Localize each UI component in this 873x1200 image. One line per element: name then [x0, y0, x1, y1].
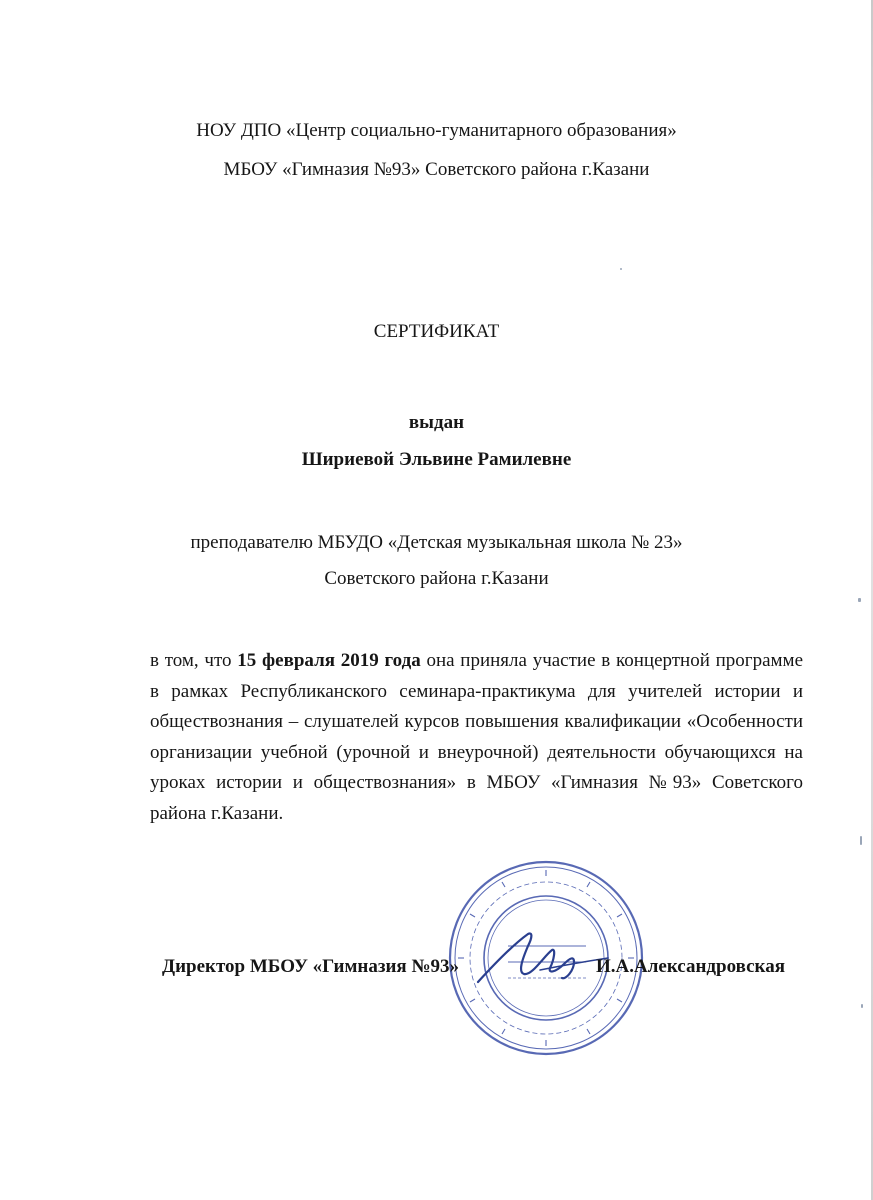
director-title: Директор МБОУ «Гимназия №93» — [162, 956, 460, 977]
certificate-body — [150, 646, 803, 829]
issued-label: выдан — [408, 412, 465, 433]
header-organization: НОУ ДПО «Центр социально-гуманитарного образования» — [196, 120, 677, 141]
recipient-position: преподавателю МБУДО «Детская музыкальная школа № 23» — [190, 532, 683, 553]
scan-speck — [858, 598, 861, 602]
scan-speck — [860, 836, 862, 845]
recipient-name: Шириевой Эльвине Рамилевне — [301, 449, 572, 470]
recipient-district: Советского района г.Казани — [324, 568, 549, 589]
scan-speck — [861, 1004, 863, 1008]
header-school: МБОУ «Гимназия №93» Советского района г.Казани — [223, 159, 650, 180]
body-prefix: в том, что — [150, 650, 238, 671]
scan-speck — [620, 268, 622, 270]
body-rest: она приняла участие в концертной программе в рамках Республиканского семинара-практикума для учителей истории и обществознания – слушателей курсов повышения квалификации «Особенности организации учебной (урочной и внеурочной) деятельности обучающихся на уроках истории и обществознания» в МБОУ «Гимназия №93» Советского района г.Казани. — [150, 650, 804, 824]
director-name: И.А.Александровская — [596, 956, 785, 977]
event-date: 15 февраля 2019 года — [237, 650, 421, 671]
certificate-title: СЕРТИФИКАТ — [373, 321, 500, 342]
